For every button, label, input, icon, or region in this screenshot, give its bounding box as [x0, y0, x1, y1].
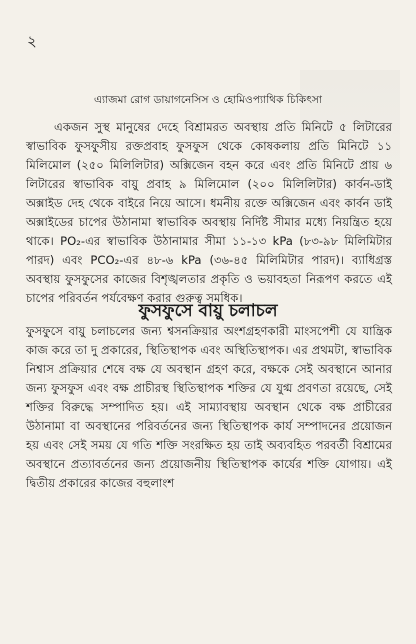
section-heading: ফুসফুসে বায়ু চলাচল [138, 301, 278, 321]
page-number: ২ [27, 32, 37, 50]
paragraph-1: একজন সুস্থ মানুষের দেহে বিশ্রামরত অবস্থায় প্রতি মিনিটে ৫ লিটারের স্বাভাবিক ফুসফুসীয় রক্তপ্রবাহ ফুসফুস থেকে কোষকলায় প্রতি মিনিটে ১১ মিলিমোল (২৫০ মিলিলিটার) অক্সিজেন বহন করে এবং প্রতি মিনিটে প্রায় ৬ লিটারের স্বাভাবিক বায়ু প্রবাহ ৯ মিলিমোল (২০০ মিলিলিটার) কার্বন-ডাই অক্সাইড দেহ থেকে বাইরে নিয়ে আসে। ধমনীয় রক্তে অক্সিজেন এবং কার্বন ডাই অক্সাইডের চাপের উঠানামা স্বাভাবিক অবস্থায় নির্দিষ্ট সীমার মধ্যে নিয়ন্ত্রিত হয়ে থাকে। PO₂-এর স্বাভাবিক উঠানামার সীমা ১১-১৩ kPa (৮৩-৯৮ মিলিমিটার পারদ) এবং PCO₂-এর ৪৮-৬ kPa (৩৬-৪৫ মিলিমিটার পারদ)। ব্যাধিগ্রস্ত অবস্থায় ফুসফুসের কাজের বিশৃঙ্খলতার প্রকৃতি ও ভয়াবহতা নিরূপণ করতে এই চাপের পরিবর্তন পর্যবেক্ষণ করার গুরুত্ব সমধিক। [26, 120, 392, 305]
running-header: এ্যাজমা রোগ ডায়াগনেসিস ও হোমিওপ্যাথিক চিকিৎসা [93, 94, 323, 106]
paragraph-2: ফুসফুসে বায়ু চলাচলের জন্য শ্বসনক্রিয়ার অংশগ্রহণকারী মাংসপেশী যে যান্ত্রিক কাজ করে তা দু প্রকারের, স্থিতিস্থাপক এবং অস্থিতিস্থাপক। এর প্রথমটা, স্বাভাবিক নিশ্বাস প্রক্রিয়ার শেষে বক্ষ যে অবস্থান গ্রহণ করে, বক্ষকে সেই অবস্থানে আনার জন্য ফুসফুস এবং বক্ষ প্রাচীরস্থ স্থিতিস্থাপক শক্তির যে যুগ্ম প্রবণতা রয়েছে, সেই শক্তির বিরুদ্ধে সম্পাদিত হয়। এই সাম্যাবস্থায় অবস্থান থেকে বক্ষ প্রাচীরের উঠানামা বা অবস্থানের পরিবর্তনের জন্য স্থিতিস্থাপক কার্য সম্পাদনের প্রয়োজন হয় এবং সেই সময় যে গতি শক্তি সংরক্ষিত হয় তাই অব্যবহিত পরবর্তী বিশ্রামের অবস্থানে প্রত্যাবর্তনের জন্য প্রয়োজনীয় স্থিতিস্থাপক কার্যের শক্তি যোগায়। এই দ্বিতীয় প্রকারের কাজের বহুলাংশ [26, 324, 392, 490]
